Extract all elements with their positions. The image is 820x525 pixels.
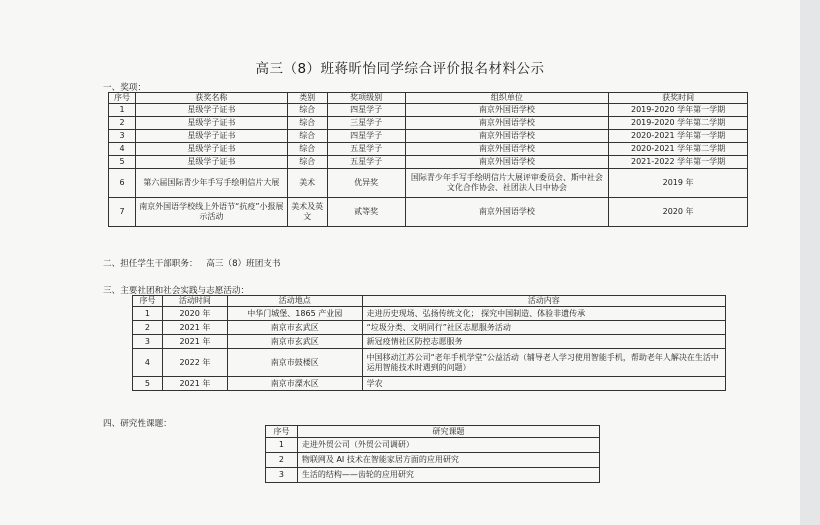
cell: 南京外国语学校 <box>405 143 609 156</box>
cell: 2021 年 <box>162 321 227 335</box>
table-header-row <box>133 296 726 307</box>
table-row <box>133 335 726 349</box>
cell: 1 <box>109 104 136 117</box>
header-cell: 组织单位 <box>405 93 609 104</box>
cell: 星级学子证书 <box>135 117 287 130</box>
document-title: 高三（8）班蒋昕怡同学综合评价报名材料公示 <box>255 61 545 77</box>
cell: 优异奖 <box>327 169 405 198</box>
table-row <box>266 468 600 483</box>
cell: 2 <box>109 117 136 130</box>
table-header-row <box>266 426 600 438</box>
table-header-row <box>109 93 748 104</box>
cell: 走进外贸公司（外贸公司调研） <box>297 438 599 453</box>
table-row <box>133 307 726 321</box>
cell: 2 <box>266 453 298 468</box>
cell: 贰等奖 <box>327 198 405 227</box>
cell: 南京外国语学校线上外语节“抗疫”小报展示活动 <box>135 198 287 227</box>
header-cell: 序号 <box>266 426 298 438</box>
table-row <box>109 143 748 156</box>
cell: 5 <box>133 377 163 391</box>
cell: 中国移动江苏公司“老年手机学堂”公益活动（辅导老人学习使用智能手机，帮助老年人解决在生活中运用智能技术时遇到的问题） <box>362 349 725 377</box>
header-cell: 获奖时间 <box>609 93 748 104</box>
activities-table <box>132 295 726 391</box>
section-activities-heading: 三、主要社团和社会实践与志愿活动： <box>103 286 250 296</box>
table-row <box>109 198 748 227</box>
cell: 综合 <box>287 156 327 169</box>
cell: 6 <box>109 169 136 198</box>
cell: 南京市玄武区 <box>227 335 362 349</box>
cell: 4 <box>133 349 163 377</box>
cell: 南京市玄武区 <box>227 321 362 335</box>
table-row <box>109 156 748 169</box>
cell: 生活的结构——齿轮的应用研究 <box>297 468 599 483</box>
table-row <box>133 349 726 377</box>
section-research-heading: 四、研究性课题： <box>103 419 172 429</box>
cell: 3 <box>133 335 163 349</box>
header-cell: 序号 <box>109 93 136 104</box>
cell: 南京市溧水区 <box>227 377 362 391</box>
cell: 2 <box>133 321 163 335</box>
page-edge <box>800 0 820 525</box>
table-row <box>109 117 748 130</box>
cell: 5 <box>109 156 136 169</box>
cell: 3 <box>266 468 298 483</box>
cell: 2020-2021 学年第一学期 <box>609 130 748 143</box>
header-cell: 活动内容 <box>362 296 725 307</box>
cell: 1 <box>133 307 163 321</box>
cell: 中华门城堡、1865 产业园 <box>227 307 362 321</box>
awards-table <box>108 92 748 227</box>
header-cell: 获奖名称 <box>135 93 287 104</box>
cell: 星级学子证书 <box>135 143 287 156</box>
cell: 星级学子证书 <box>135 130 287 143</box>
cell: 南京外国语学校 <box>405 198 609 227</box>
cell: 第六届国际青少年手写手绘明信片大展 <box>135 169 287 198</box>
cadre-label: 二、担任学生干部职务： <box>103 259 198 269</box>
cell: 4 <box>109 143 136 156</box>
cell: 2022 年 <box>162 349 227 377</box>
header-cell: 活动时间 <box>162 296 227 307</box>
cell: 南京外国语学校 <box>405 104 609 117</box>
cell: 四星学子 <box>327 130 405 143</box>
research-table <box>265 425 600 483</box>
cell: 2019 年 <box>609 169 748 198</box>
cell: 2020 年 <box>162 307 227 321</box>
table-row <box>109 130 748 143</box>
table-row <box>109 169 748 198</box>
cell: 1 <box>266 438 298 453</box>
cell: 五星学子 <box>327 156 405 169</box>
cell: 2021-2022 学年第一学期 <box>609 156 748 169</box>
cell: 星级学子证书 <box>135 104 287 117</box>
cell: 2019-2020 学年第二学期 <box>609 117 748 130</box>
header-cell: 活动地点 <box>227 296 362 307</box>
cell: 2020 年 <box>609 198 748 227</box>
table-row <box>266 453 600 468</box>
cell: 新冠疫情社区防控志愿服务 <box>362 335 725 349</box>
cell: 星级学子证书 <box>135 156 287 169</box>
cell: 7 <box>109 198 136 227</box>
cell: 美术 <box>287 169 327 198</box>
cell: 综合 <box>287 130 327 143</box>
table-row <box>266 438 600 453</box>
cell: “垃圾分类、文明同行”社区志愿服务活动 <box>362 321 725 335</box>
cell: 2019-2020 学年第一学期 <box>609 104 748 117</box>
header-cell: 奖项级别 <box>327 93 405 104</box>
cadre-value: 高三（8）班团支书 <box>206 259 281 269</box>
cell: 3 <box>109 130 136 143</box>
section-awards-heading: 一、奖项： <box>103 83 146 93</box>
table-row <box>133 321 726 335</box>
cell: 2021 年 <box>162 377 227 391</box>
cell: 2020-2021 学年第二学期 <box>609 143 748 156</box>
cell: 物联网及 AI 技术在智能家居方面的应用研究 <box>297 453 599 468</box>
header-cell: 序号 <box>133 296 163 307</box>
cell: 学农 <box>362 377 725 391</box>
header-cell: 类别 <box>287 93 327 104</box>
table-row <box>109 104 748 117</box>
cell: 三星学子 <box>327 117 405 130</box>
cell: 五星学子 <box>327 143 405 156</box>
cell: 综合 <box>287 104 327 117</box>
cell: 南京市鼓楼区 <box>227 349 362 377</box>
cell: 南京外国语学校 <box>405 156 609 169</box>
section-cadre-heading <box>103 257 281 269</box>
header-cell: 研究课题 <box>297 426 599 438</box>
table-row <box>133 377 726 391</box>
cell: 综合 <box>287 143 327 156</box>
cell: 四星学子 <box>327 104 405 117</box>
cell: 走进历史现场、弘扬传统文化； 探究中国制造、体验非遗传承 <box>362 307 725 321</box>
cell: 南京外国语学校 <box>405 130 609 143</box>
cell: 2021 年 <box>162 335 227 349</box>
cell: 美术及英文 <box>287 198 327 227</box>
cell: 国际青少年手写手绘明信片大展评审委员会、斯中社会文化合作协会、社团法人日中协会 <box>405 169 609 198</box>
cell: 南京外国语学校 <box>405 117 609 130</box>
cell: 综合 <box>287 117 327 130</box>
